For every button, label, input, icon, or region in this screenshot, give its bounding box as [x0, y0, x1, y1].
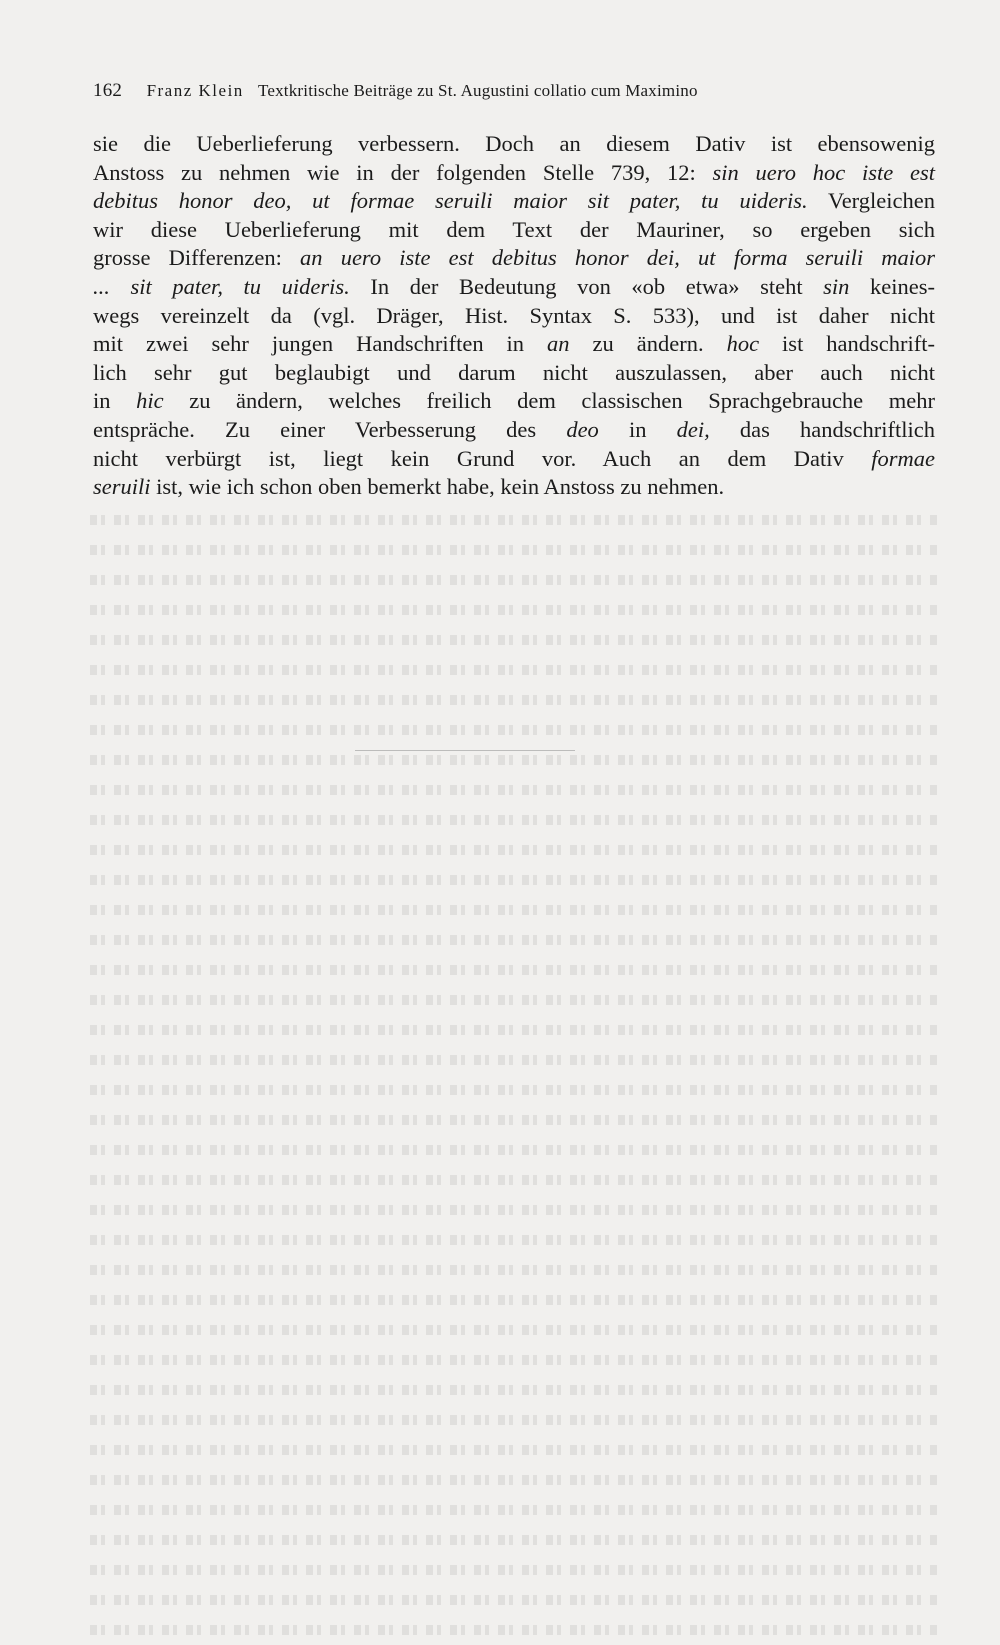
text-line: [93, 445, 935, 474]
text-segment: zu ändern.: [569, 331, 727, 357]
running-title: Textkritische Beiträge zu St. Augustini collatio cum Maximino: [257, 81, 698, 100]
bleed-through-line: [90, 985, 940, 1015]
bleed-through-line: [90, 1285, 940, 1315]
bleed-through-line: [90, 625, 940, 655]
italic-text-segment: dei,: [676, 416, 710, 442]
bleed-through-line: [90, 1375, 940, 1405]
text-segment: ist handschrift-: [759, 331, 936, 357]
bleed-through-line: [90, 1075, 940, 1105]
text-line: [93, 330, 935, 359]
text-segment: wir diese Ueberlieferung mit dem Text der Mauriner, so ergeben sich: [93, 216, 935, 242]
bleed-through-line: [90, 1585, 940, 1615]
bleed-through-line: [90, 1165, 940, 1195]
text-line: [93, 244, 935, 273]
bleed-through-line: [90, 1525, 940, 1555]
bleed-through-line: [90, 1015, 940, 1045]
bleed-through-line: [90, 1555, 940, 1585]
italic-text-segment: formae: [871, 445, 935, 471]
bleed-through-line: [90, 1045, 940, 1075]
text-line: [93, 359, 935, 388]
italic-text-segment: seruili: [93, 474, 151, 500]
bleed-through-line: [90, 835, 940, 865]
text-line: [93, 187, 935, 216]
italic-text-segment: deo: [566, 416, 599, 442]
bleed-through-rule: [355, 750, 575, 751]
text-line: [93, 473, 935, 502]
italic-text-segment: debitus honor deo, ut formae seruili maior sit pater, tu uideris.: [93, 188, 808, 214]
bleed-through-line: [90, 715, 940, 745]
text-segment: in: [598, 416, 677, 442]
italic-text-segment: sin uero hoc iste est: [712, 159, 935, 185]
text-line: [93, 216, 935, 245]
running-header: [93, 80, 933, 102]
text-segment: grosse Differenzen:: [93, 245, 301, 271]
reverse-side-bleed-through: [90, 505, 940, 1595]
text-segment: wegs vereinzelt da (vgl. Dräger, Hist. Syntax S. 533), und ist daher nicht: [93, 302, 935, 328]
text-segment: lich sehr gut beglaubigt und darum nicht auszulassen, aber auch nicht: [93, 359, 935, 385]
author-name: Franz Klein: [146, 81, 244, 100]
italic-text-segment: hoc: [726, 331, 760, 357]
italic-text-segment: hic: [136, 388, 164, 414]
bleed-through-line: [90, 1435, 940, 1465]
bleed-through-line: [90, 535, 940, 565]
page-number: 162: [93, 80, 123, 101]
text-segment: in: [93, 388, 137, 414]
bleed-through-line: [90, 1135, 940, 1165]
italic-text-segment: an: [547, 331, 570, 357]
text-segment: In der Bedeutung von «ob etwa» steht: [349, 273, 824, 299]
body-paragraph: [93, 130, 935, 502]
bleed-through-line: [90, 1345, 940, 1375]
text-line: [93, 159, 935, 188]
bleed-through-line: [90, 505, 940, 535]
bleed-through-line: [90, 1495, 940, 1525]
bleed-through-line: [90, 1615, 940, 1645]
bleed-through-line: [90, 895, 940, 925]
bleed-through-line: [90, 655, 940, 685]
text-segment: sie die Ueberlieferung verbessern. Doch an diesem Dativ ist ebensowenig: [93, 131, 935, 156]
bleed-through-line: [90, 595, 940, 625]
bleed-through-line: [90, 565, 940, 595]
italic-text-segment: sin: [823, 273, 850, 299]
bleed-through-line: [90, 865, 940, 895]
text-segment: Vergleichen: [807, 188, 935, 214]
bleed-through-line: [90, 685, 940, 715]
bleed-through-line: [90, 1315, 940, 1345]
bleed-through-line: [90, 1105, 940, 1135]
text-segment: keines-: [849, 273, 936, 299]
text-segment: entspräche. Zu einer Verbesserung des: [93, 416, 567, 442]
bleed-through-line: [90, 925, 940, 955]
bleed-through-line: [90, 1255, 940, 1285]
text-segment: Anstoss zu nehmen wie in der folgenden Stelle 739, 12:: [93, 159, 713, 185]
bleed-through-line: [90, 1465, 940, 1495]
text-segment: das handschriftlich: [709, 416, 935, 442]
italic-text-segment: ... sit pater, tu uideris.: [93, 273, 350, 299]
text-segment: zu ändern, welches freilich dem classischen Sprachgebrauche mehr: [163, 388, 935, 414]
text-segment: nicht verbürgt ist, liegt kein Grund vor. Auch an dem Dativ: [93, 445, 872, 471]
text-line: [93, 416, 935, 445]
text-segment: mit zwei sehr jungen Handschriften in: [93, 331, 548, 357]
bleed-through-line: [90, 775, 940, 805]
text-line: [93, 302, 935, 331]
bleed-through-line: [90, 955, 940, 985]
text-line: [93, 273, 935, 302]
text-line: [93, 387, 935, 416]
bleed-through-line: [90, 1195, 940, 1225]
text-line: [93, 130, 935, 159]
text-segment: ist, wie ich schon oben bemerkt habe, kein Anstoss zu nehmen.: [150, 474, 725, 500]
bleed-through-line: [90, 1225, 940, 1255]
bleed-through-line: [90, 805, 940, 835]
bleed-through-line: [90, 1405, 940, 1435]
italic-text-segment: an uero iste est debitus honor dei, ut forma seruili maior: [300, 245, 935, 271]
